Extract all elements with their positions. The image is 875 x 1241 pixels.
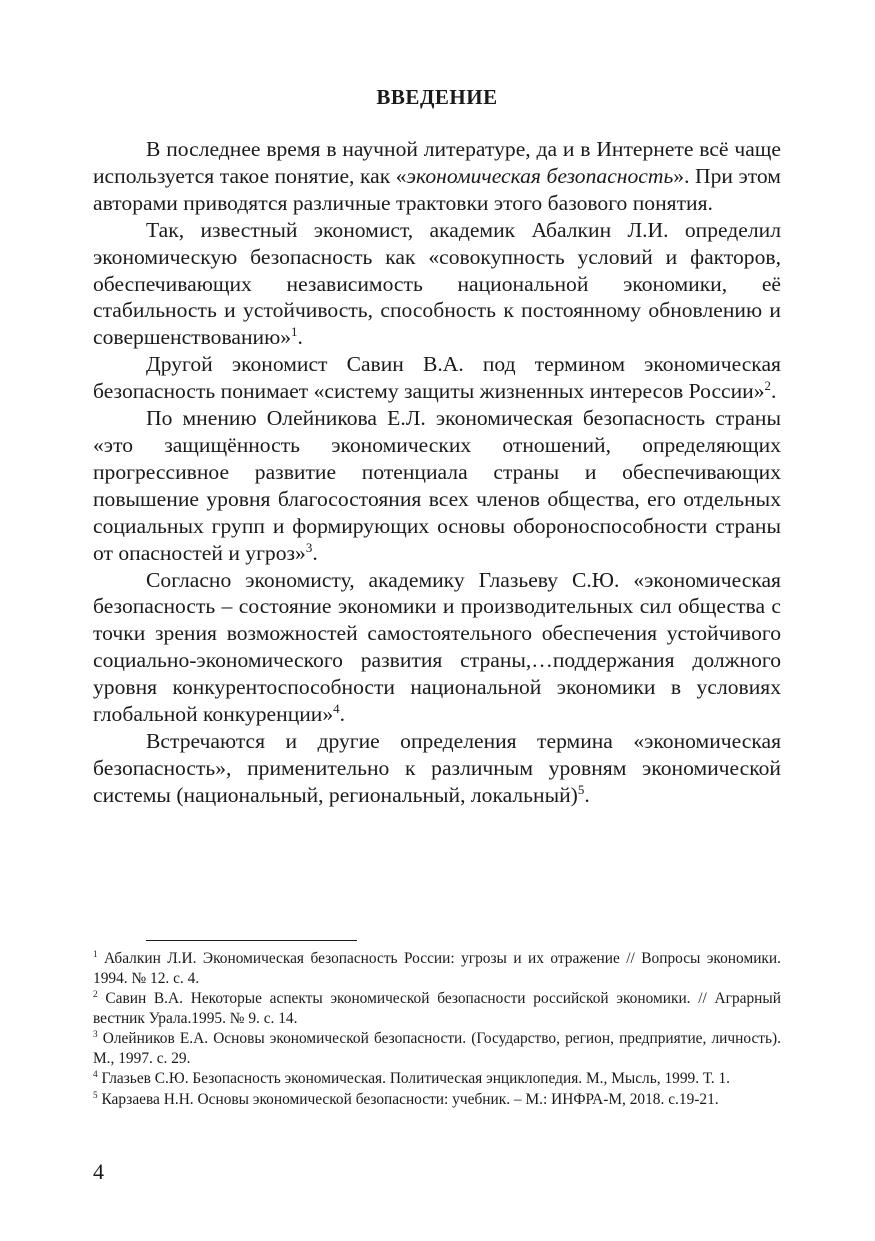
footnote-number: 1 (93, 948, 98, 959)
footnote-text: Глазьев С.Ю. Безопасность экономическая. Политическая энциклопедия. М., Мысль, 1999. Т. 1. (97, 1070, 731, 1087)
paragraph-text: . (584, 782, 590, 807)
footnote-divider (146, 940, 357, 941)
paragraph (93, 567, 781, 728)
italic-term: экономическая безопасность (406, 163, 674, 188)
paragraph (93, 405, 781, 566)
footnote-reference[interactable]: 3 (305, 539, 313, 555)
footnote (93, 989, 781, 1028)
footnote (93, 949, 781, 988)
paragraph-text: ». При этом авторами приводятся различные трактовки этого базового понятия. (93, 163, 781, 215)
paragraph-text: . (771, 379, 777, 404)
page-number: 4 (93, 1159, 104, 1184)
paragraph (93, 217, 781, 352)
footnote-text: Абалкин Л.И. Экономическая безопасность России: угрозы и их отражение // Вопросы экономики. 1994. № 12. с. 4. (93, 950, 781, 987)
paragraph-text: По мнению Олейникова Е.Л. экономическая безопасность страны «это защищённость экономических отношений, определяющих прогрессивное развитие потенциала страны и обеспечивающих повышение уровня благосостояния всех членов общества, его отдельных социальных групп и формирующих основы обороноспособности страны от опасностей и угроз» (93, 406, 781, 565)
paragraph-text: . (339, 702, 346, 727)
page-content (93, 82, 781, 809)
paragraph-text: Другой экономист Савин В.А. под термином экономическая безопасность понимает «систему защиты жизненных интересов России» (93, 352, 781, 404)
footnotes (93, 949, 781, 1110)
paragraph (93, 351, 781, 405)
footnote-text: Савин В.А. Некоторые аспекты экономической безопасности российской экономики. // Аграрный вестник Урала.1995. № 9. с. 14. (93, 990, 781, 1027)
paragraph-text: Встречаются и другие определения термина «экономическая безопасность», применительно к различным уровням экономической системы (национальный, региональный, локальный) (93, 728, 781, 807)
body-text (93, 136, 781, 809)
paragraph-text: В последнее время в научной литературе, да и в Интернете всё чаще используется такое понятие, как « (93, 137, 781, 188)
footnote-reference[interactable]: 4 (333, 700, 340, 716)
paragraph-text: . (312, 540, 318, 565)
footnote-number: 4 (93, 1068, 98, 1079)
page-title: ВВЕДЕНИЕ (376, 85, 498, 109)
paragraph-text: . (297, 325, 303, 350)
footnote-number: 2 (93, 988, 98, 999)
footnote-text: Олейников Е.А. Основы экономической безопасности. (Государство, регион, предприятие, личность). М., 1997. с. 29. (93, 1030, 781, 1067)
paragraph (93, 136, 781, 217)
footnote-reference[interactable]: 1 (291, 324, 298, 340)
paragraph-text: Так, известный экономист, академик Абалкин Л.И. определил экономическую безопасность как «совокупность условий и факторов, обеспечивающих независимость национальной экономики, её стабильность и устойчивость, способность к постоянному обновлению и совершенствованию» (93, 217, 781, 350)
footnote (93, 1090, 781, 1110)
footnote-reference[interactable]: 2 (764, 377, 772, 393)
footnote-number: 3 (93, 1028, 98, 1039)
footnote (93, 1029, 781, 1068)
paragraph-text: Согласно экономисту, академику Глазьеву С.Ю. «экономическая безопасность – состояние экономики и производительных сил общества с точки зрения возможностей самостоятельного обеспечения устойчивого социально-экономического развития страны,…поддержания должного уровня конкурентоспособности национальной экономики в условиях глобальной конкуренции» (93, 567, 781, 727)
footnote-text: Карзаева Н.Н. Основы экономической безопасности: учебник. – М.: ИНФРА-М, 2018. с.19-21. (97, 1090, 719, 1108)
footnote (93, 1069, 781, 1089)
footnote-number: 5 (93, 1089, 98, 1100)
footnote-reference[interactable]: 5 (577, 781, 585, 797)
paragraph (93, 728, 781, 809)
